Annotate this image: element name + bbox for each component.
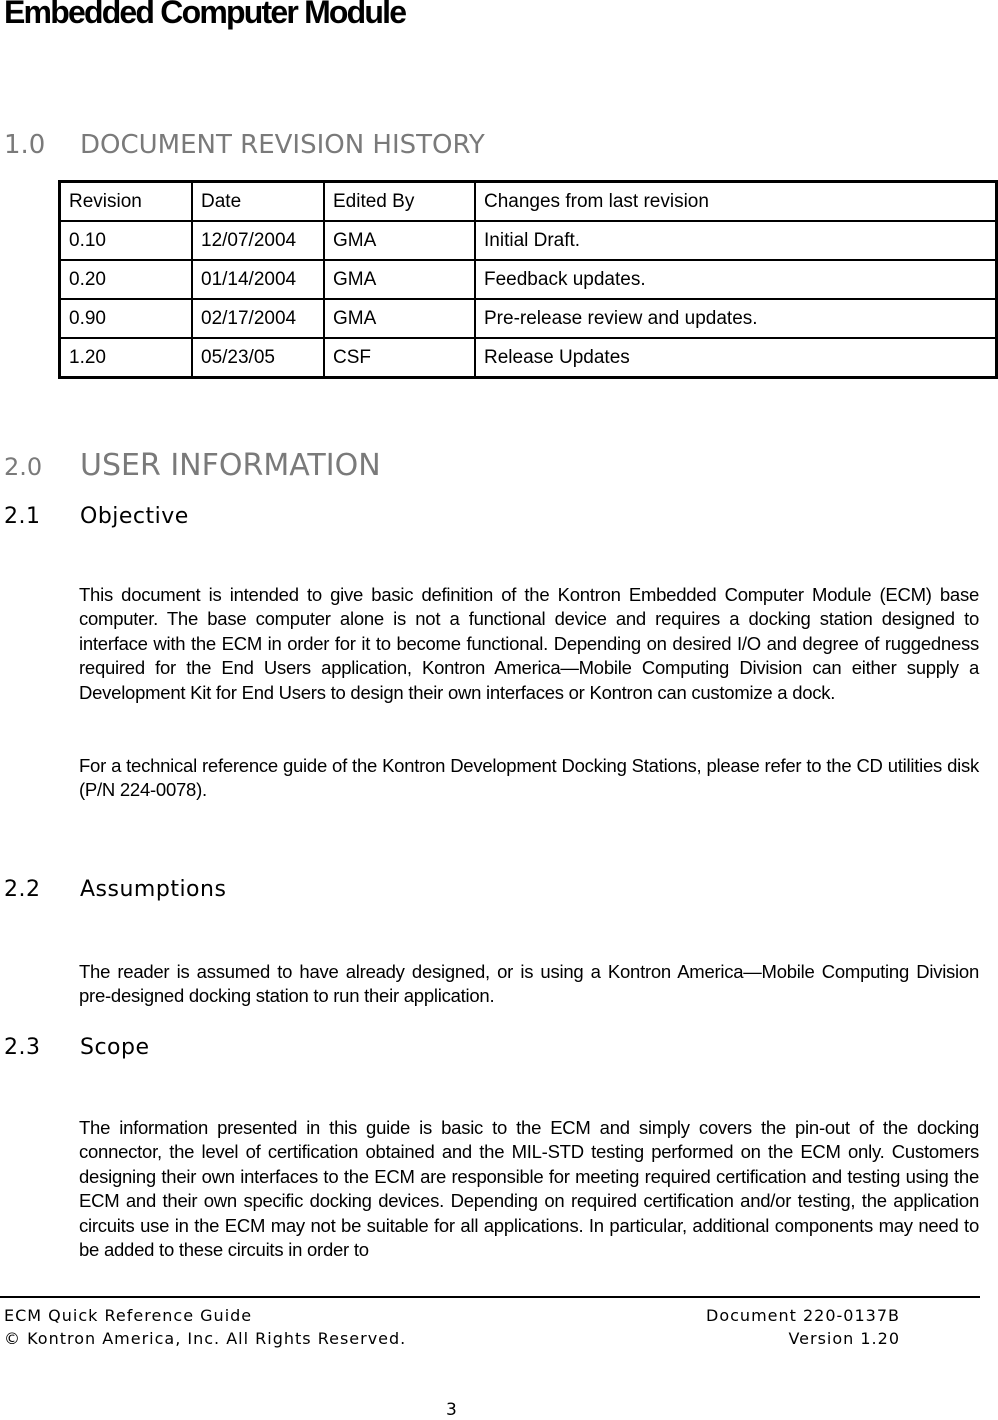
table-cell: Initial Draft.: [475, 221, 996, 260]
subsection-title: Assumptions: [80, 877, 227, 902]
scope-paragraph: The information presented in this guide is basic to the ECM and simply covers the pin-out of the docking connector, the level of certification obtained and the MIL-STD testing performed on the ECM only. Customers designing their own interfaces to the ECM are responsible for meeting required certification and testing using the ECM and their own specific docking devices. Depending on required certification and/or testing, the application circuits use in the ECM may not be suitable for all applications. In particular, additional components may need to be added to these circuits in order to: [79, 1117, 979, 1261]
footer-copyright: © Kontron America, Inc. All Rights Reserved.: [4, 1329, 407, 1348]
assumptions-paragraph: The reader is assumed to have already designed, or is using a Kontron America—Mobile Computing Division pre-designed docking station to run their application.: [79, 961, 979, 1007]
footer-document-number: Document 220-0137B: [706, 1306, 900, 1325]
section-title: DOCUMENT REVISION HISTORY: [80, 130, 485, 160]
subsection-title: Objective: [80, 504, 189, 529]
page-number: 3: [446, 1400, 457, 1420]
section-number: 1.0: [4, 130, 46, 160]
table-cell: GMA: [324, 299, 475, 338]
document-title: Embedded Computer Module: [4, 0, 406, 30]
header-cell-revision: Revision: [60, 182, 192, 221]
header-cell-changes: Changes from last revision: [475, 182, 996, 221]
subsection-heading-scope: [4, 1035, 150, 1060]
table-cell: 01/14/2004: [192, 260, 324, 299]
subsection-heading-objective: [4, 504, 189, 529]
table-cell: 0.10: [60, 221, 192, 260]
table-cell: GMA: [324, 221, 475, 260]
table-cell: 12/07/2004: [192, 221, 324, 260]
revision-history-table: [58, 180, 998, 379]
subsection-number: 2.3: [4, 1035, 41, 1060]
subsection-number: 2.2: [4, 877, 41, 902]
section-title: USER INFORMATION: [80, 448, 381, 483]
objective-paragraph-1: This document is intended to give basic definition of the Kontron Embedded Computer Module (ECM) base computer. The base computer alone is not a functional device and requires a docking station designed to interface with the ECM in order for it to become functional. Depending on desired I/O and degree of ruggedness required for the End Users application, Kontron America—Mobile Computing Division can either supply a Development Kit for End Users to design their own interfaces or Kontron can customize a dock.: [79, 584, 979, 703]
table-cell: Release Updates: [475, 338, 996, 377]
table-row: [60, 260, 996, 299]
header-cell-date: Date: [192, 182, 324, 221]
table-cell: Feedback updates.: [475, 260, 996, 299]
subsection-number: 2.1: [4, 504, 41, 529]
table-cell: Pre-release review and updates.: [475, 299, 996, 338]
table-cell: 0.90: [60, 299, 192, 338]
table-cell: CSF: [324, 338, 475, 377]
objective-paragraph-2: For a technical reference guide of the Kontron Development Docking Stations, please refer to the CD utilities disk (P/N 224-0078).: [79, 755, 979, 801]
table-row: [60, 299, 996, 338]
table-cell: 1.20: [60, 338, 192, 377]
table-cell: 0.20: [60, 260, 192, 299]
header-cell-edited-by: Edited By: [324, 182, 475, 221]
footer-guide-name: ECM Quick Reference Guide: [4, 1306, 253, 1325]
table-row: [60, 338, 996, 377]
table-cell: 02/17/2004: [192, 299, 324, 338]
section-heading-user-information: [4, 448, 381, 483]
table-cell: 05/23/05: [192, 338, 324, 377]
footer-divider: [0, 1296, 980, 1298]
subsection-title: Scope: [80, 1035, 150, 1060]
footer-version: Version 1.20: [788, 1329, 900, 1348]
subsection-heading-assumptions: [4, 877, 226, 902]
section-number: 2.0: [4, 453, 43, 481]
table-cell: GMA: [324, 260, 475, 299]
table-header-row: [60, 182, 996, 221]
section-heading-revision-history: [4, 130, 485, 160]
table-row: [60, 221, 996, 260]
